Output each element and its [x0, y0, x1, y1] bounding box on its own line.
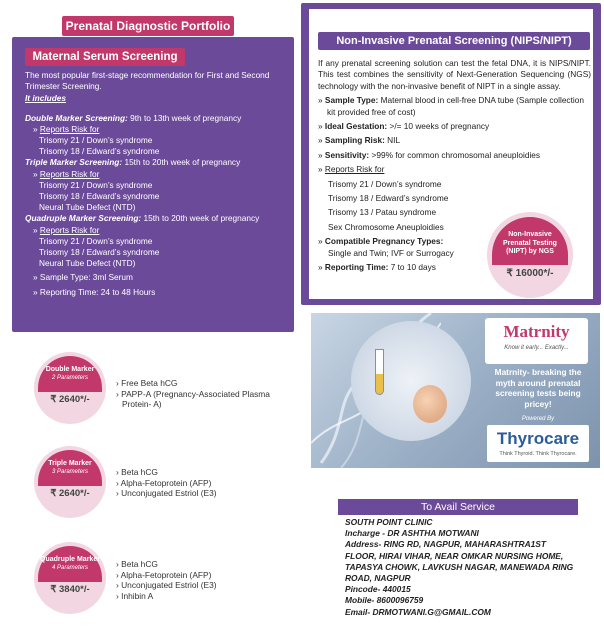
nips-report-item: Trisomy 13 / Patau syndrome — [328, 207, 437, 218]
nips-title: Non-Invasive Prenatal Screening (NIPS/NIPT) — [318, 32, 590, 50]
test-item: Beta hCG — [121, 559, 158, 569]
nips-compat-value: Single and Twin; IVF or Surrogacy — [328, 247, 454, 258]
powered-by: Powered By — [521, 416, 555, 422]
nips-sample-label: Sample Type: — [324, 95, 379, 106]
triple-item: Neural Tube Defect (NTD) — [39, 202, 136, 213]
double-reports: Reports Risk for — [39, 123, 100, 134]
test-item: Unconjugated Estriol (E3) — [121, 488, 217, 498]
promo-panel — [311, 313, 600, 468]
quadruple-marker-tests: › Beta hCG › Alpha-Fetoprotein (AFP) › Unconjugated Estriol (E3) › Inhibin A — [116, 559, 217, 601]
badge-name: Double Marker — [45, 366, 95, 373]
matrnity-logo-box — [485, 318, 588, 364]
maternal-serum-panel — [12, 37, 294, 332]
fetus-image — [413, 385, 447, 423]
badge-price: ₹ 2640*/- — [50, 488, 90, 499]
quad-weeks: 15th to 20th week of pregnancy — [143, 213, 260, 224]
triple-marker-tests: › Beta hCG › Alpha-Fetoprotein (AFP) › Unconjugated Estriol (E3) — [116, 467, 217, 498]
test-item: Beta hCG — [121, 467, 158, 477]
double-marker-tests: › Free Beta hCG › PAPP-A (Pregnancy-Associated Plasma Protein- A) — [116, 378, 270, 409]
test-item: Unconjugated Estriol (E3) — [121, 580, 217, 590]
nips-intro: If any prenatal screening solution can test the fetal DNA, it is NIPS/NIPT. This test combines the sensitivity of Next-Generation Sequencing (NGS) technology with the non-invasive benefit of NIPT in a single assay. — [318, 58, 591, 91]
badge-price: ₹ 3840*/- — [50, 584, 90, 595]
quad-title: Quadruple Marker Screening: — [25, 213, 142, 224]
clinic-pincode: Pincode- 440015 — [345, 584, 411, 595]
badge-params: 2 Parameters — [51, 375, 88, 381]
double-weeks: 9th to 13th week of pregnancy — [130, 112, 242, 123]
triple-reports: Reports Risk for — [39, 168, 100, 179]
thyrocare-logo-box — [487, 425, 589, 462]
matrnity-tagline: Know it early... Exactly... — [504, 345, 569, 351]
quad-item: Neural Tube Defect (NTD) — [39, 258, 136, 269]
test-item: Inhibin A — [121, 590, 154, 601]
mss-sample: Sample Type: 3ml Serum — [39, 272, 133, 283]
nips-report-item: Trisomy 21 / Down’s syndrome — [328, 178, 442, 189]
double-title: Double Marker Screening: — [25, 112, 128, 123]
thyrocare-tagline: Think Thyroid. Think Thyrocare. — [499, 451, 577, 457]
badge-params: 3 Parameters — [51, 469, 88, 475]
triple-weeks: 15th to 20th week of pregnancy — [124, 157, 241, 168]
mss-title: Maternal Serum Screening — [25, 48, 185, 66]
nips-risk-label: Sampling Risk: — [324, 135, 385, 146]
mss-reporting: Reporting Time: 24 to 48 Hours — [39, 286, 156, 297]
test-item: Free Beta hCG — [121, 378, 178, 388]
badge-price: ₹ 2640*/- — [50, 394, 90, 405]
portfolio-title: Prenatal Diagnostic Portfolio — [62, 16, 234, 36]
service-contact — [345, 517, 577, 618]
clinic-mobile[interactable]: Mobile- 8600096759 — [345, 595, 424, 606]
double-item: Trisomy 21 / Down’s syndrome — [39, 135, 153, 146]
nips-sens-label: Sensitivity: — [324, 149, 370, 160]
nips-gestation-label: Ideal Gestation: — [324, 121, 388, 132]
nips-report-item: Sex Chromosome Aneuploidies — [328, 221, 444, 232]
nipt-badge-line: Prenatal Testing — [503, 239, 557, 247]
mss-content: The most popular first-stage recommendation for First and Second Trimester Screening. It includes Double Marker Screening: 9th to 13th week of pregnancy » Reports Risk for Trisomy 21 / Down’s syndrome Trisomy 18 / Edward’s syndrome Triple Marker Screening: 15th to 20th week of pregnancy » Reports Risk for Trisomy 21 / Down’s syndrome Trisomy 18 / Edward’s syndrome Neural Tube Defect (NTD) Quadruple Marker Screening: 15th to 20th week of pregnancy » Reports Risk for Trisomy 21 / Down’s syndrome Trisomy 18 / Edward’s syndrome Neural Tube Defect (NTD) » Sample Type: 3ml Serum » Reporting Time: 24 to 48 Hours — [25, 70, 287, 298]
service-title-bar — [338, 499, 578, 515]
nips-sens-value: >99% for common chromosomal aneuploidies — [371, 149, 541, 160]
badge-params: 4 Parameters — [51, 565, 88, 571]
clinic-address: Address- RING RD, NAGPUR, MAHARASHTRA1ST FLOOR, HIRAI VIHAR, NEAR OMKAR NURSING HOME, TAPASYA CHOWK, LAVKUSH NAGAR, MANEWADA RING ROAD, NAGPUR — [345, 539, 574, 584]
nips-time-value: 7 to 10 days — [390, 262, 436, 273]
badge-name: Quadruple Marker — [40, 556, 100, 563]
badge-name: Triple Marker — [48, 460, 92, 467]
triple-item: Trisomy 18 / Edward’s syndrome — [39, 191, 160, 202]
test-item: Alpha-Fetoprotein (AFP) — [120, 569, 212, 580]
double-item: Trisomy 18 / Edward’s syndrome — [39, 146, 160, 157]
triple-item: Trisomy 21 / Down’s syndrome — [39, 179, 153, 190]
nips-reports: Reports Risk for — [324, 164, 385, 175]
mss-intro: The most popular first-stage recommendation for First and Second Trimester Screening. — [25, 70, 270, 92]
quadruple-marker-badge — [34, 542, 106, 614]
test-tube-icon — [375, 349, 384, 395]
thyrocare-logo: Thyrocare — [496, 429, 580, 448]
test-item: PAPP-A (Pregnancy-Associated Plasma Protein- A) — [121, 388, 270, 409]
clinic-incharge: Incharge - DR ASHTHA MOTWANI — [345, 528, 479, 539]
triple-marker-badge — [34, 446, 106, 518]
nipt-badge-line: Non-Invasive — [508, 231, 552, 238]
nips-content: If any prenatal screening solution can test the fetal DNA, it is NIPS/NIPT. This test combines the sensitivity of Next-Generation Sequencing (NGS) technology with the non-invasive benefit of NIPT in a single assay. » Sample Type: Maternal blood in cell-free DNA tube (Sample collection kit provided free of cost) » Ideal Gestation: >/= 10 weeks of pregnancy » Sampling Risk: NIL » Sensitivity: >99% for common chromosomal aneuploidies » Reports Risk for Trisomy 21 / Down’s syndrome Trisomy 18 / Edward’s syndrome Trisomy 13 / Patau syndrome Sex Chromosome Aneuploidies » Compatible Pregnancy Types: Single and Twin; IVF or Surrogacy » Reporting Time: 7 to 10 days — [318, 58, 591, 273]
nips-report-item: Trisomy 18 / Edward’s syndrome — [328, 193, 449, 204]
clinic-email[interactable]: Email- DRMOTWANI.G@GMAIL.COM — [345, 606, 491, 617]
nipt-badge — [487, 212, 573, 298]
mss-includes: It includes — [25, 93, 67, 104]
microscope-circle — [351, 321, 471, 441]
nipt-badge-price: ₹ 16000*/- — [506, 268, 554, 279]
double-marker-badge — [34, 352, 106, 424]
nips-risk-value: NIL — [387, 135, 401, 146]
nips-sample-value: Maternal blood in cell-free DNA tube (Sample collection kit provided free of cost) — [327, 95, 584, 117]
promo-headline: Matrnity- breaking the myth around prenatal screening tests being pricey! — [494, 367, 582, 409]
service-title: To Avail Service — [421, 501, 495, 513]
matrnity-logo: Matrnity — [503, 322, 570, 341]
quad-item: Trisomy 18 / Edward’s syndrome — [39, 247, 160, 258]
test-item: Alpha-Fetoprotein (AFP) — [120, 477, 212, 488]
quad-item: Trisomy 21 / Down’s syndrome — [39, 235, 153, 246]
quad-reports: Reports Risk for — [39, 224, 100, 235]
clinic-name: SOUTH POINT CLINIC — [345, 517, 433, 527]
triple-title: Triple Marker Screening: — [25, 157, 123, 168]
nips-gestation-value: >/= 10 weeks of pregnancy — [389, 121, 490, 132]
nipt-badge-line: (NIPT) by NGS — [506, 248, 554, 255]
nips-compat-label: Compatible Pregnancy Types: — [324, 236, 444, 247]
nips-time-label: Reporting Time: — [324, 262, 389, 273]
